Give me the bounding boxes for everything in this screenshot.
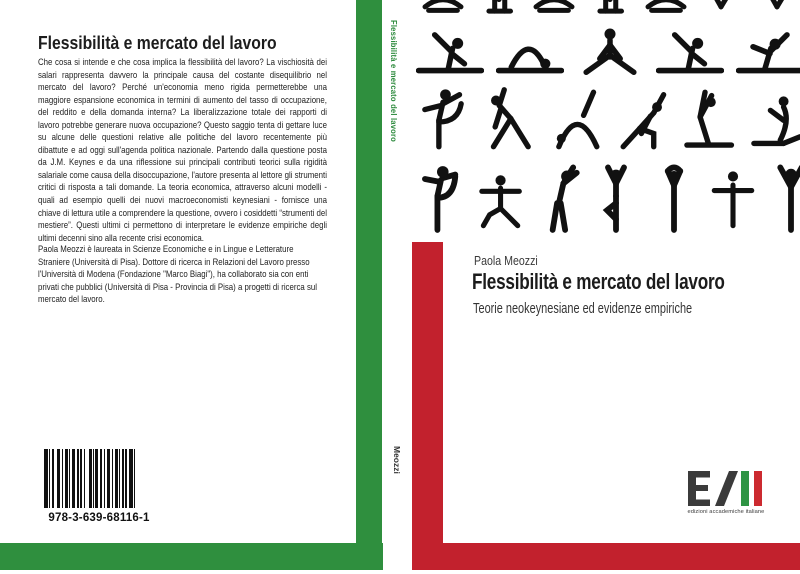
yoga-pose-icon-mountain-overhead xyxy=(649,156,699,236)
yoga-row-2 xyxy=(412,26,800,76)
yoga-pose-icon-standing-bow xyxy=(416,156,466,236)
yoga-pose-icon-kneel xyxy=(587,0,633,18)
yoga-pose-icon-pigeon-backbend xyxy=(748,84,800,150)
yoga-pose-icon-splits-arm-up xyxy=(656,26,724,76)
yoga-pose-icon-lotus xyxy=(643,0,689,18)
yoga-pose-icon-kneel xyxy=(476,0,522,18)
isbn-number: 978-3-639-68116-1 xyxy=(48,512,150,524)
front-cover-author: Paola Meozzi xyxy=(474,254,538,268)
yoga-row-3 xyxy=(412,84,800,150)
back-cover-synopsis: Che cosa si intende e che cosa implica la flessibilità del lavoro? La vischiosità dei salari rappresenta davvero la principale causa del costante disequilibrio nel mercato del lavoro? Perché un'economia meno rigida permetterebbe una maggiore espansione economica in termini di aumento del tasso di occupazione, del reddito e della domanda interna? La liberalizzazione totale dei rapporti di lavoro potrebbe generare nuova occupazione? Questo saggio tenta di gettare luce su alcune delle questioni relative alle politiche del lavoro recentemente più dibattute e ad oggi sull'agenda politica nazionale. Partendo dalla questione posta da J.M. Keynes e da una riflessione sui principali contributi teorici sulla rigidità salariale come causa della disoccupazione, l'autore presenta al lettore gli strumenti critici di risposta a tali domande. La teoria economica, attraverso alcuni modelli - quali ad esempio quelli dei nuovi macroeconomisti keynesiani - fornisce una chiave di lettura utile a comprendere la questione, ovvero i cosiddetti “strumenti del mestiere”. Questi ultimi ci permettono di interpretare le evidenze empiriche degli ultimi decenni sino alla recente crisi economica. xyxy=(38,57,327,243)
back-cover-title: Flessibilità e mercato del lavoro xyxy=(38,32,277,53)
green-spine-stripe xyxy=(356,0,382,570)
barcode-gap xyxy=(135,449,138,508)
yoga-row-1 xyxy=(412,0,800,18)
yoga-pose-icon-warrior xyxy=(474,156,524,236)
yoga-pose-icon-side-stretch xyxy=(533,156,583,236)
front-cover-title: Flessibilità e mercato del lavoro xyxy=(472,269,725,294)
green-bottom-bar xyxy=(0,543,383,570)
back-cover-author-bio: Paola Meozzi è laureata in Scienze Economiche e in Lingue e Letterature Straniere (Università di Pisa). Dottore di ricerca in Relazioni del Lavoro presso l'Università di Modena (Fondazione "Marco Biagi"), ha collaborato sia con enti privati che pubblici (Università di Pisa - Provincia di Pisa) a progetti di ricerca sul mercato del lavoro. xyxy=(38,244,317,305)
yoga-silhouette-grid xyxy=(412,0,800,240)
yoga-row-4 xyxy=(412,156,800,236)
front-cover-subtitle: Teorie neokeynesiane ed evidenze empiriche xyxy=(473,300,693,317)
yoga-pose-icon-straddle-sit xyxy=(576,26,644,76)
publisher-eai-logo xyxy=(688,471,764,506)
isbn-barcode xyxy=(44,449,156,508)
yoga-pose-icon-t-pose xyxy=(708,156,758,236)
yoga-pose-icon-split-backbend xyxy=(681,84,739,150)
spine-author: Meozzi xyxy=(392,446,402,474)
yoga-pose-icon-boat xyxy=(754,0,800,18)
publisher-caption: edizioni accademiche italiane xyxy=(687,509,765,515)
yoga-pose-icon-lotus xyxy=(420,0,466,18)
yoga-pose-icon-splits-arm-up xyxy=(416,26,484,76)
spine-title: Flessibilità e mercato del lavoro xyxy=(389,20,399,143)
yoga-pose-icon-triangle xyxy=(481,84,539,150)
yoga-pose-icon-dancer xyxy=(414,84,472,150)
yoga-pose-icon-lunge-twist xyxy=(614,84,672,150)
yoga-pose-icon-tree xyxy=(591,156,641,236)
red-left-bar xyxy=(412,242,443,570)
yoga-pose-icon-arms-up xyxy=(766,156,800,236)
red-bottom-bar xyxy=(412,543,800,570)
yoga-pose-icon-splits-forward-fold xyxy=(496,26,564,76)
yoga-pose-icon-lotus xyxy=(531,0,577,18)
yoga-pose-icon-splits-grace xyxy=(736,26,800,76)
yoga-pose-icon-boat xyxy=(698,0,744,18)
yoga-pose-icon-wheel xyxy=(548,84,606,150)
